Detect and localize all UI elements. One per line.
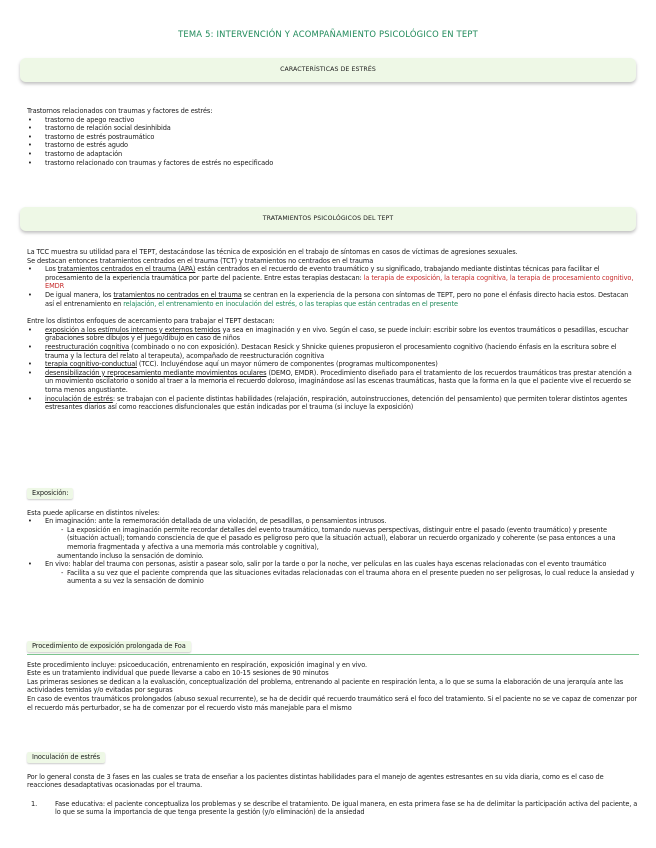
stress-intro: Trastornos relacionados con traumas y factores de estrés: [27,107,213,115]
underlined-term: tratamientos centrados en el trauma (APA) [57,265,196,274]
section-banner-treatments: TRATAMIENTOS PSICOLÓGICOS DEL TEPT [20,207,636,231]
text-span: En vivo: hablar del trauma con personas, asistir a pasear solo, salir por la tarde o por la noche, ver películas en las cuales haya escenas relacionadas con el evento traumático [45,560,607,569]
list-item [45,395,639,412]
sub-list [45,526,639,552]
divider [27,654,639,655]
paragraph: Entre los distintos enfoques de acercamiento para trabajar el TEPT destacan: [27,317,275,326]
section-heading-exposure: Exposición: [27,488,73,499]
sub-list [45,569,639,586]
text-span: : se trabajan con el paciente distintas habilidades (relajación, respiración, autoinstrucciones, detención del pensamiento) que permiten tolerar distintos agentes estresantes diarios así como reacciones disfuncionales que están indicadas por el trauma (si incluye la exposición) [45,394,628,412]
text-span: En imaginación: ante la rememoración detallada de una violación, de pesadillas, o pensamientos intrusos. [45,517,387,526]
underlined-term: exposición a los estímulos internos y externos temidos [45,325,221,334]
paragraph: La TCC muestra su utilidad para el TEPT, destacándose las técnica de exposición en el trabajo de síntomas en casos de víctimas de agresiones sexuales. [27,248,518,256]
paragraph: En caso de eventos traumáticos prolongados (abuso sexual recurrente), se ha de decidir qué recuerdo traumático será el foco del tratamiento. Si el paciente no se ve capaz de comenzar por el recuerdo más perturbador, se ha de comenzar por el recuerdo visto más manejable para el mismo [27,694,637,712]
item-number: 1. [31,799,38,808]
numbered-item [27,800,639,817]
list-item: • trastorno de apego reactivo [45,116,639,125]
section-foa [27,641,639,712]
paragraph: Esta puede aplicarse en distintos niveles: [27,508,160,517]
list-item: • trastorno relacionado con traumas y factores de estrés no especificado [45,159,639,168]
document-title: TEMA 5: INTERVENCIÓN Y ACOMPAÑAMIENTO PSICOLÓGICO EN TEPT [178,29,478,39]
underlined-term: reestructuración cognitiva [45,342,130,351]
text-span: Fase educativa: el paciente conceptualiza los problemas y se describe el tratamiento. De igual manera, en esta primera fase se ha de delimitar la participación activa del paciente, a lo que se suma la importancia de que tenga presente la gestión (y/o eliminación) de la ansiedad [55,799,638,817]
highlight-red: la terapia de exposición, la terapia cognitiva, la terapia de procesamiento cognitivo, EMDR [45,273,634,291]
text-span: De igual manera, los [45,290,114,299]
exposure-levels-list [27,517,639,586]
list-item [45,369,639,395]
underlined-term: desensibilización y reprocesamiento mediante movimientos oculares [45,368,267,377]
list-item: • trastorno de adaptación [45,150,639,159]
paragraph: Se destacan entonces tratamientos centrados en el trauma (TCT) y tratamientos no centrados en el trauma [27,256,374,265]
section-treatments [27,248,639,412]
section-heading-foa: Procedimiento de exposición prolongada de Foa [27,641,191,652]
section-heading-inoculation: Inoculación de estrés [27,752,105,763]
section-stress-disorders [27,107,639,167]
text-span: (combinado o no con exposición). Destacan Resick y Shnicke quienes propusieron el procesamiento cognitivo (haciendo énfasis en la escritura sobre el trauma y la lectura del relato al terapeuta), acompañado de reestructuración cognitiva [45,342,617,360]
treatment-types-list [27,265,639,308]
paragraph: Este procedimiento incluye: psicoeducación, entrenamiento en respiración, exposición imaginal y en vivo. [27,660,368,669]
list-item [45,360,639,369]
stress-disorder-list [27,116,639,168]
underlined-term: terapia cognitivo-conductual [45,360,137,369]
text-span: (DEMO, EMDR). Procedimiento diseñado para el tratamiento de los recuerdos traumáticos tras prestar atención a un movimiento oscilatorio o sonido al traer a la memoria el recuerdo doloroso, imaginándose así las escenas traumáticas, hasta que la forma en la que el paciente vive el recuerdo se torna menos angustiante. [45,368,632,394]
section-exposure [27,488,639,586]
sub-item: - La exposición en imaginación permite recordar detalles del evento traumático, tomando nuevas perspectivas, distinguir entre el pasado (evento traumático) y presente (situación actual); tomando consciencia de que el pasado es peligroso pero que la situación actual), elaborar un recuerdo organizado y coherente (se pasa entonces a una memoria fragmentada y afectiva a una memoria más controlable y cognitiva), [67,526,639,552]
highlight-green: relajación, el entrenamiento en inoculación del estrés, o las terapias que están centradas en el presente [123,299,458,308]
paragraph: Por lo general consta de 3 fases en las cuales se trata de enseñar a los pacientes distintas habilidades para el manejo de agentes estresantes en su vida diaria, como es el caso de reacciones desadaptativas ocasionadas por el trauma. [27,772,604,790]
list-item [45,326,639,343]
list-item [45,265,639,291]
list-item [45,291,639,308]
list-item [45,517,639,560]
underlined-term: tratamientos no centrados en el trauma [113,290,242,299]
section-banner-stress: CARACTERÍSTICAS DE ESTRÉS [20,58,636,82]
paragraph: aumentando incluso la sensación de dominio. [57,551,204,560]
list-item: • trastorno de estrés postraumático [45,133,639,142]
paragraph: Las primeras sesiones se dedican a la evaluación, conceptualización del problema, entrenando al paciente en respiración lenta, a lo que se suma la elaboración de una jerarquía ante las actividades temidas y/o evitadas por seguras [27,677,624,695]
paragraph: Este es un tratamiento individual que puede llevarse a cabo en 10-15 sesiones de 90 minutos [27,669,329,678]
list-item [45,343,639,360]
approaches-list [27,326,639,412]
text-span: están centrados en el recuerdo de evento traumático y su significado, trabajando mediante distintas técnicas para facilitar el procesamiento de la experiencia traumática por parte del paciente. Entre estas terapias destacan: [45,265,600,282]
section-inoculation [27,752,639,817]
sub-item: - Facilita a su vez que el paciente comprenda que las situaciones evitadas relacionadas con el trauma ahora en el presente pueden no ser peligrosas, lo cual reduce la ansiedad y aumenta a su vez la sensación de dominio [67,569,639,586]
list-item: • trastorno de estrés agudo [45,141,639,150]
text-span: Los [45,265,58,274]
underlined-term: inoculación de estrés [45,394,113,403]
text-span: se centran en la experiencia de la persona con síntomas de TEPT, pero no pone el énfasis directo hacia estos. Destacan así el entrenamiento en [45,290,629,308]
text-span: ya sea en imaginación y en vivo. Según el caso, se puede incluir: escribir sobre los eventos traumáticos o pesadillas, escuchar grabaciones sobre dibujos y el juego/dibujo en caso de niños [45,325,629,343]
text-span: (TCC). Incluyéndose aquí un mayor número de componentes (programas multicomponentes) [136,360,438,369]
list-item [45,560,639,586]
list-item: • trastorno de relación social desinhibida [45,124,639,133]
